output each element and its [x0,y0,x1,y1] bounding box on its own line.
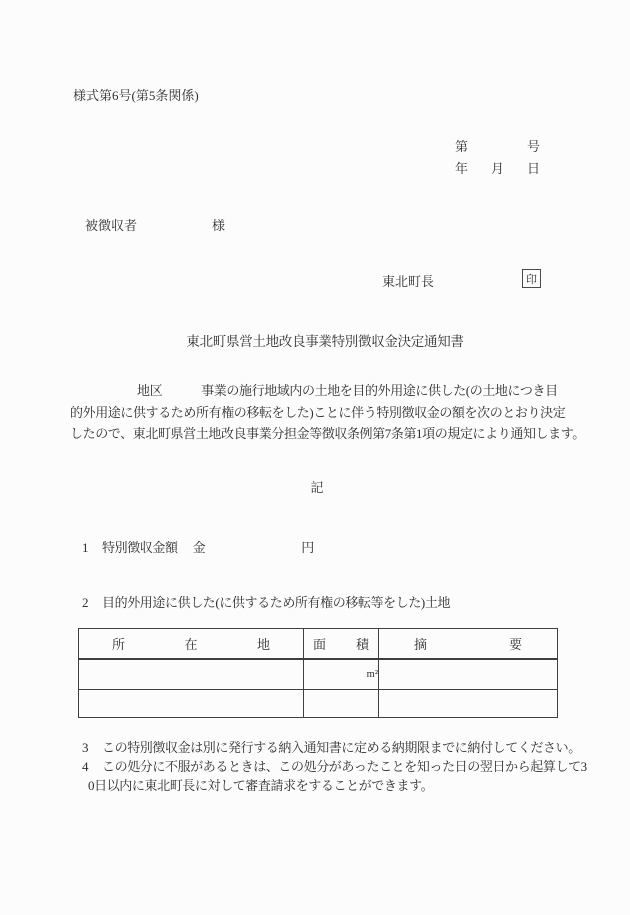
cell-remarks-2 [379,690,558,718]
item-2-number: 2 [82,595,89,610]
body-line-1 [70,380,566,402]
item-3-text: この特別徴収金は別に発行する納入通知書に定める納期限までに納付してください。 [102,740,581,755]
date-line [455,158,540,177]
land-table [78,628,558,718]
date-year-label: 年 [455,161,469,176]
body-paragraph [70,380,585,445]
cell-area-unit: m² [304,659,379,690]
item-4-text-line-1: この処分に不服があるときは、この処分があったことを知った日の翌日から起算して3 [102,759,587,774]
form-number: 様式第6号(第5条関係) [73,88,199,103]
header-area: 面 積 [304,629,379,660]
date-day-label: 日 [526,161,540,176]
item-3-payment-note [82,737,581,756]
item-1-yen-label: 円 [301,540,314,555]
cell-location-2 [79,690,304,718]
cell-area-2 [304,690,379,718]
header-remarks: 摘 要 [379,629,558,660]
addressee-honorific: 様 [211,218,225,233]
doc-number-suffix: 号 [526,139,540,154]
seal-mark [522,269,541,288]
seal-character: 印 [526,273,537,286]
district-label: 地区 [137,383,163,398]
document-title: 東北町県営土地改良事業特別徴収金決定通知書 [186,334,464,349]
item-2-land-heading [82,592,450,611]
item-1-number: 1 [82,540,89,555]
item-4-text-line-2: 0日以内に東北町長に対して審査請求をすることができます。 [88,778,434,793]
issuer-title: 東北町長 [382,274,435,289]
addressee-line [85,215,225,234]
date-month-label: 月 [490,161,504,176]
item-1-label: 特別徴収金額 [102,540,178,555]
table-row [79,690,558,718]
document-number-line [455,136,540,155]
cell-remarks-1 [379,659,558,690]
item-1-currency-label: 金 [192,540,206,555]
body-line-3: したので、東北町県営土地改良事業分担金等徴収条例第7条第1項の規定により通知します。 [70,426,585,441]
item-3-number: 3 [82,740,89,755]
table-row [79,659,558,690]
doc-number-prefix: 第 [455,139,469,154]
cell-location-1 [79,659,304,690]
item-2-text: 目的外用途に供した(に供するため所有権の移転等をした)土地 [102,595,451,610]
item-4-number: 4 [82,759,89,774]
body-line-1-text: 事業の施行地域内の土地を目的外用途に供した(の土地につき目 [201,383,558,398]
addressee-label: 被徴収者 [85,218,138,233]
item-1-special-fee-amount [82,537,314,556]
table-header-row [79,629,558,660]
item-4-appeal-note [82,756,587,775]
record-marker: 記 [310,480,324,495]
body-line-2: 的外用途に供するため所有権の移転をした)ことに伴う特別徴収金の額を次のとおり決定 [70,404,566,420]
header-location: 所 在 地 [79,629,304,660]
